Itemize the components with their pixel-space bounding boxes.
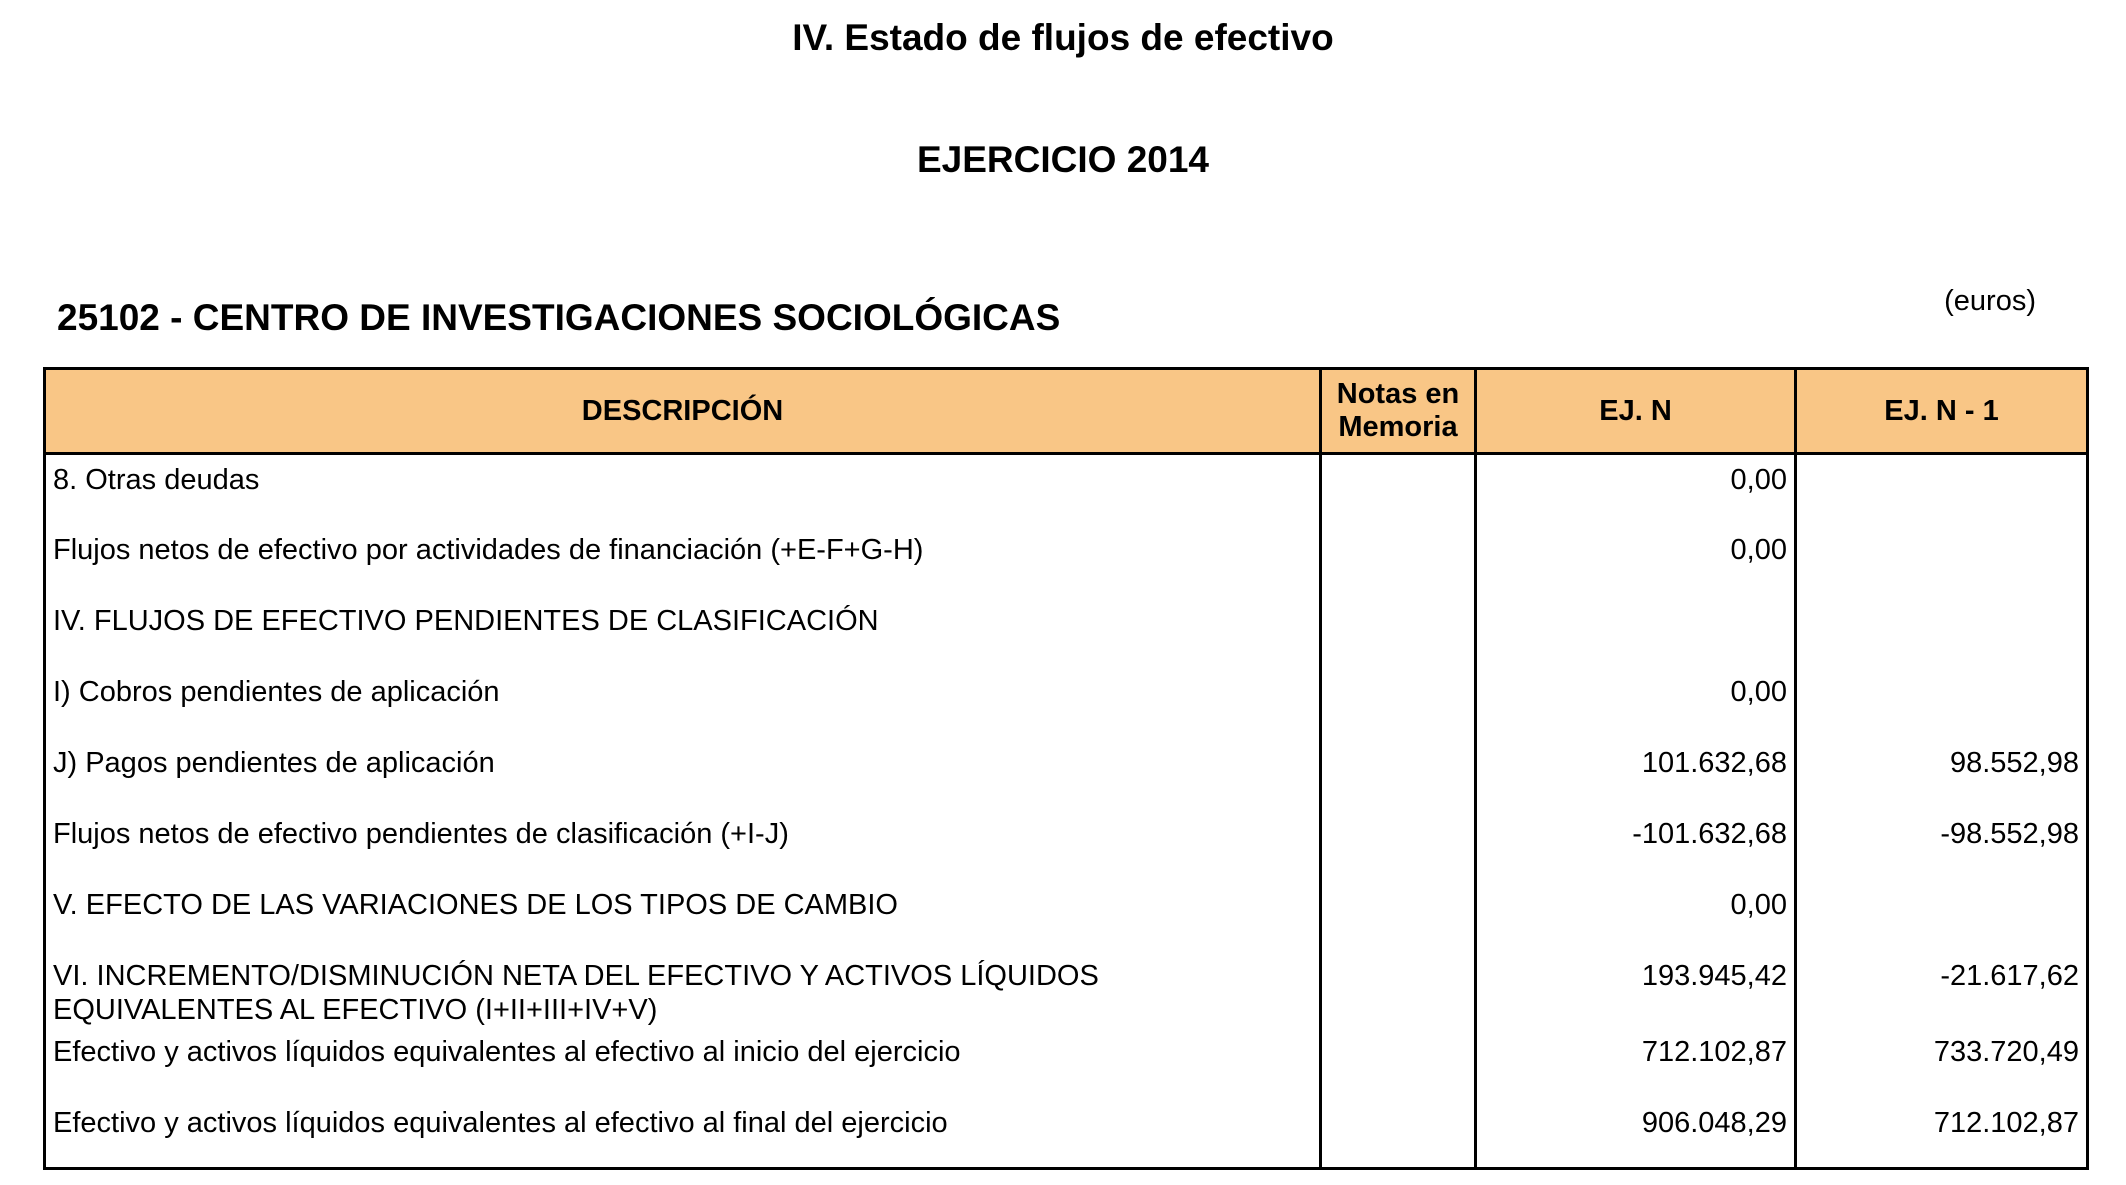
row-previous-value — [1796, 596, 2088, 667]
column-header-notes — [1321, 369, 1476, 454]
fiscal-year-title: EJERCICIO 2014 — [916, 139, 1210, 180]
notes-header-line2: Memoria — [1338, 411, 1458, 443]
row-description: Efectivo y activos líquidos equivalentes al efectivo al final del ejercicio — [45, 1098, 1321, 1169]
row-previous-value — [1796, 454, 2088, 525]
row-previous-value — [1796, 667, 2088, 738]
row-previous-value: -21.617,62 — [1796, 951, 2088, 1027]
cash-flow-table — [43, 367, 2089, 1170]
row-notes — [1321, 1098, 1476, 1169]
row-current-value: 0,00 — [1476, 667, 1796, 738]
row-notes — [1321, 667, 1476, 738]
table-row — [45, 880, 2088, 951]
column-header-description: DESCRIPCIÓN — [45, 369, 1321, 454]
row-description — [45, 951, 1321, 1027]
row-previous-value — [1796, 525, 2088, 596]
row-current-value — [1476, 596, 1796, 667]
row-description: J) Pagos pendientes de aplicación — [45, 738, 1321, 809]
table-row — [45, 596, 2088, 667]
units-label: (euros) — [1944, 285, 2036, 317]
row-notes — [1321, 738, 1476, 809]
row-previous-value: 98.552,98 — [1796, 738, 2088, 809]
row-current-value: 906.048,29 — [1476, 1098, 1796, 1169]
row-previous-value — [1796, 880, 2088, 951]
row-description: Efectivo y activos líquidos equivalentes al efectivo al inicio del ejercicio — [45, 1027, 1321, 1098]
row-previous-value: -98.552,98 — [1796, 809, 2088, 880]
row-current-value: 0,00 — [1476, 454, 1796, 525]
row-description: V. EFECTO DE LAS VARIACIONES DE LOS TIPOS DE CAMBIO — [45, 880, 1321, 951]
row-description-line2: EQUIVALENTES AL EFECTIVO (I+II+III+IV+V) — [53, 993, 658, 1026]
row-description: IV. FLUJOS DE EFECTIVO PENDIENTES DE CLASIFICACIÓN — [45, 596, 1321, 667]
row-current-value: 0,00 — [1476, 525, 1796, 596]
table-row — [45, 525, 2088, 596]
row-current-value: 0,00 — [1476, 880, 1796, 951]
column-header-previous-year: EJ. N - 1 — [1796, 369, 2088, 454]
notes-header-line1: Notas en — [1336, 378, 1460, 410]
row-current-value: 193.945,42 — [1476, 951, 1796, 1027]
row-description: 8. Otras deudas — [45, 454, 1321, 525]
table-row — [45, 951, 2088, 1027]
table-row — [45, 738, 2088, 809]
row-current-value: 101.632,68 — [1476, 738, 1796, 809]
row-current-value: -101.632,68 — [1476, 809, 1796, 880]
table-row — [45, 454, 2088, 525]
row-description: I) Cobros pendientes de aplicación — [45, 667, 1321, 738]
column-header-current-year: EJ. N — [1476, 369, 1796, 454]
entity-title: 25102 - CENTRO DE INVESTIGACIONES SOCIOLÓGICAS — [57, 297, 1061, 338]
row-description: Flujos netos de efectivo pendientes de clasificación (+I-J) — [45, 809, 1321, 880]
row-notes — [1321, 454, 1476, 525]
row-previous-value: 712.102,87 — [1796, 1098, 2088, 1169]
row-previous-value: 733.720,49 — [1796, 1027, 2088, 1098]
row-notes — [1321, 880, 1476, 951]
row-notes — [1321, 596, 1476, 667]
row-notes — [1321, 809, 1476, 880]
row-current-value: 712.102,87 — [1476, 1027, 1796, 1098]
row-notes — [1321, 1027, 1476, 1098]
row-description: Flujos netos de efectivo por actividades de financiación (+E-F+G-H) — [45, 525, 1321, 596]
table-header-row — [45, 369, 2088, 454]
row-notes — [1321, 525, 1476, 596]
table-row — [45, 1027, 2088, 1098]
page-title: IV. Estado de flujos de efectivo — [792, 17, 1334, 58]
table-row — [45, 667, 2088, 738]
table-row — [45, 809, 2088, 880]
row-description-line1: VI. INCREMENTO/DISMINUCIÓN NETA DEL EFECTIVO Y ACTIVOS LÍQUIDOS — [53, 959, 1099, 992]
row-notes — [1321, 951, 1476, 1027]
table-row — [45, 1098, 2088, 1169]
